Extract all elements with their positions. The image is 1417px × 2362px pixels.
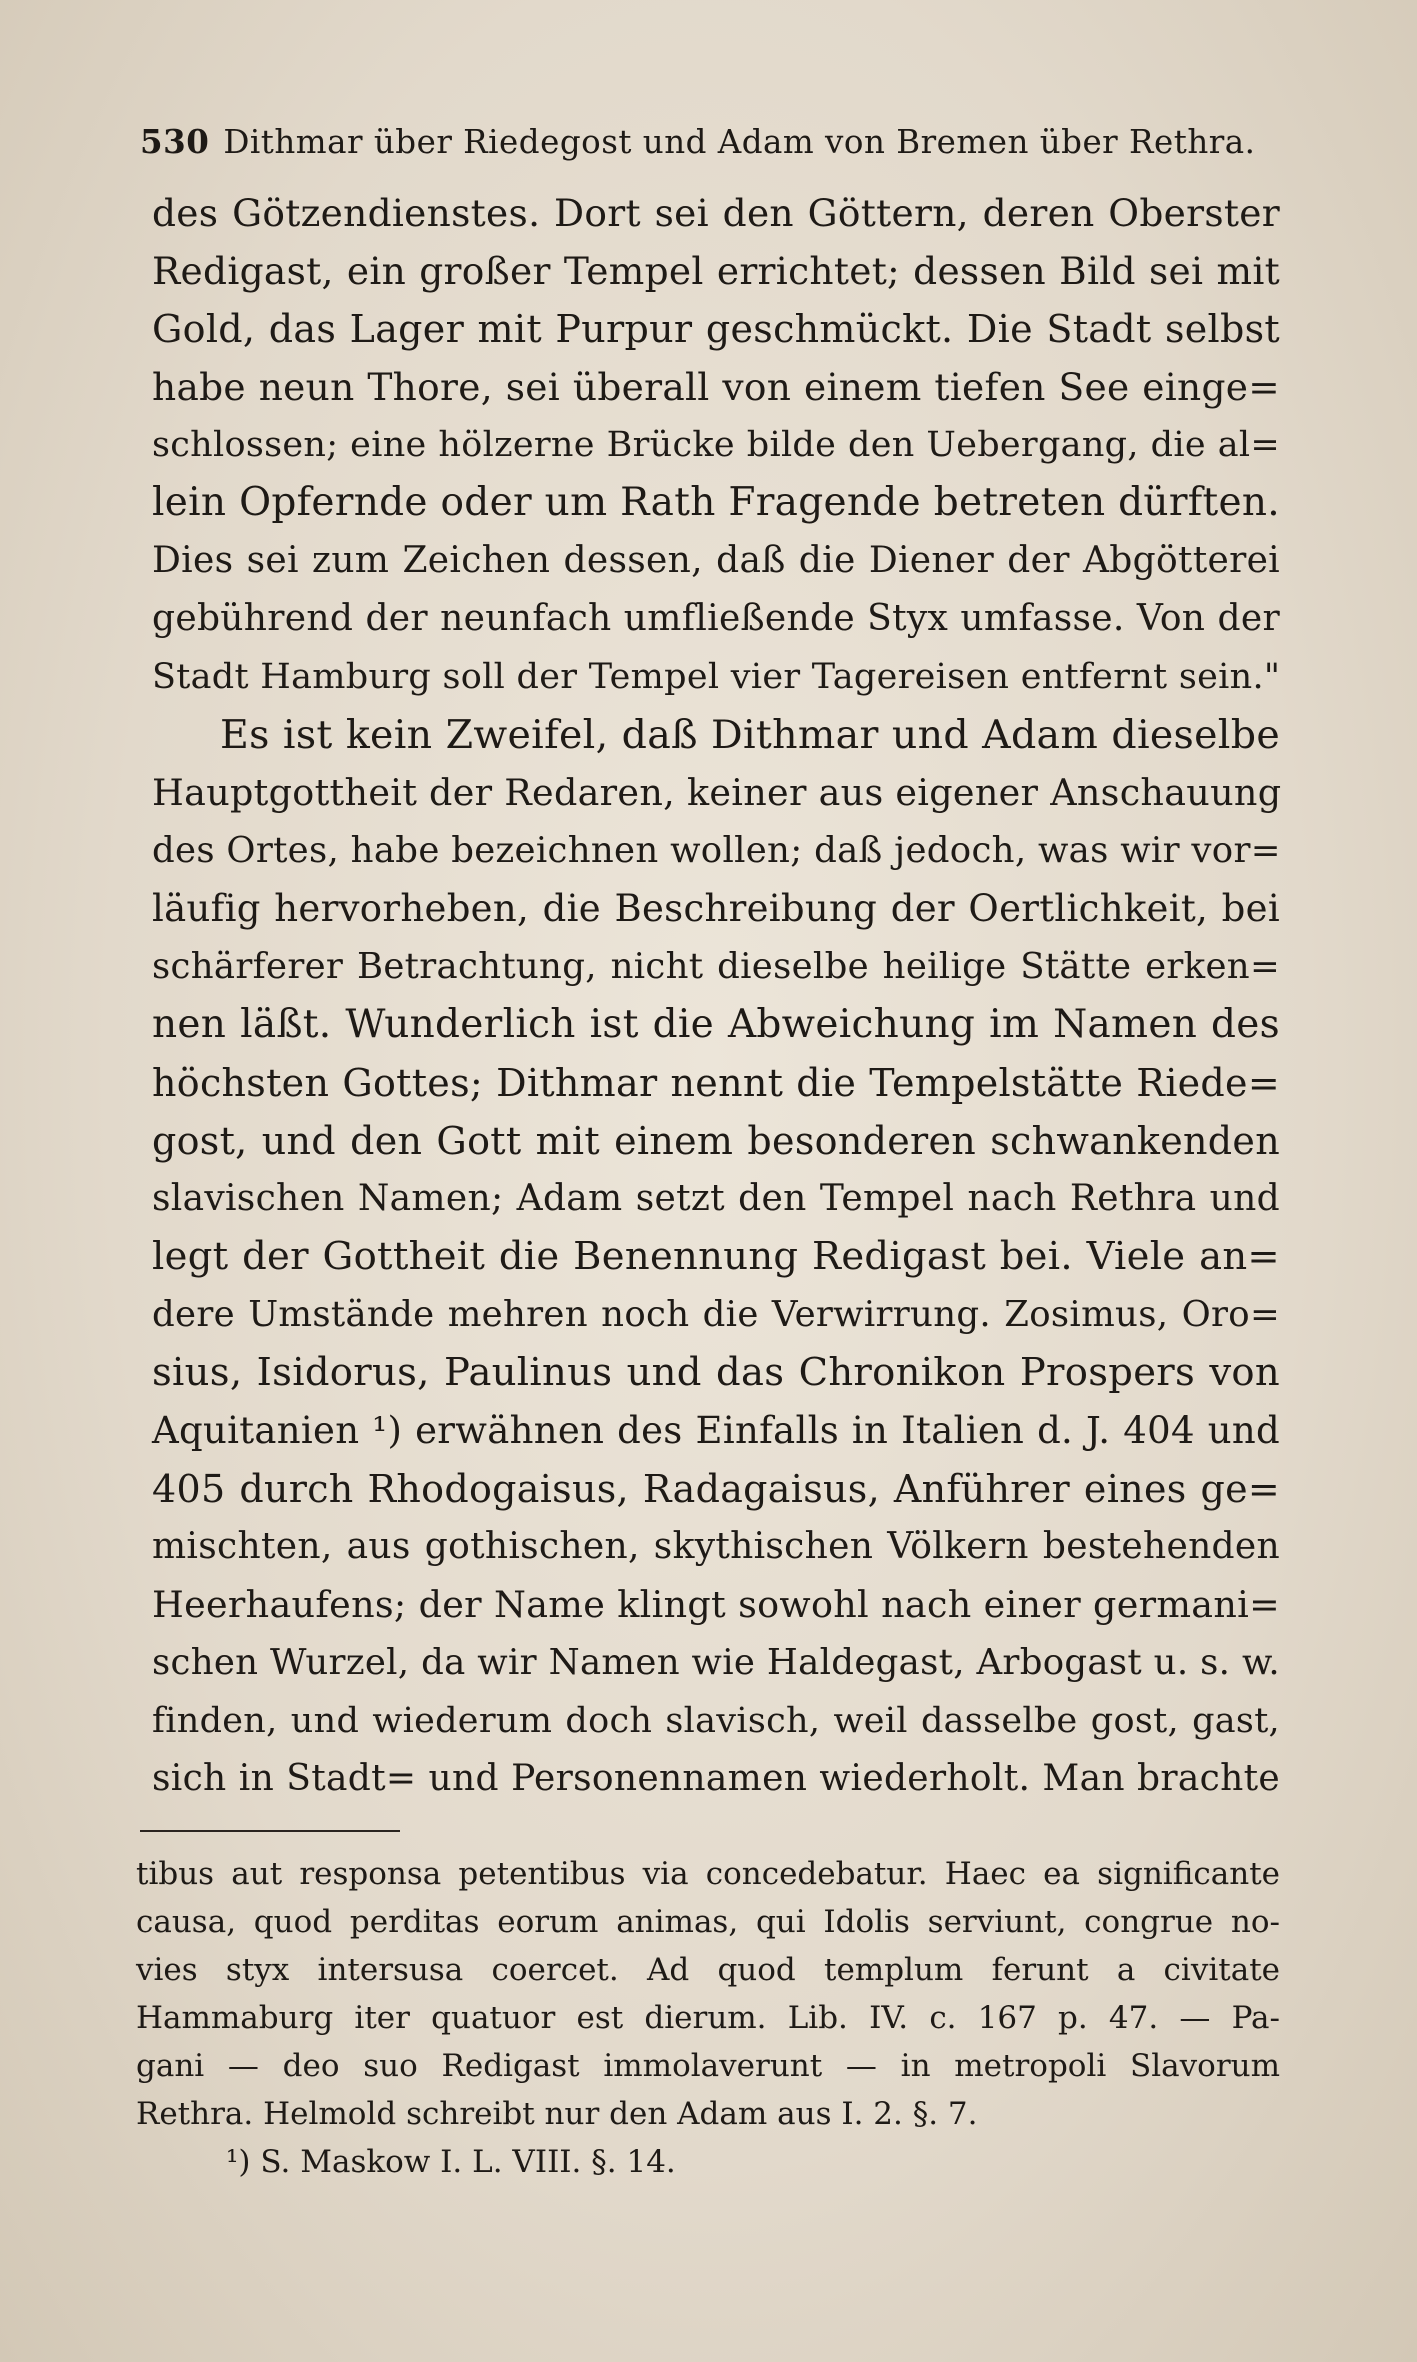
text-line: schärferer Betrachtung, nicht dieselbe heilige Stätte erken= xyxy=(152,946,1280,987)
footnote-line: vies styx intersusa coercet. Ad quod templum ferunt a civitate xyxy=(136,1952,1280,1988)
text-line: schen Wurzel, da wir Namen wie Haldegast, Arbogast u. s. w. xyxy=(152,1642,1280,1683)
text-line: sius, Isidorus, Paulinus und das Chronikon Prospers von xyxy=(152,1350,1280,1395)
text-line: Es ist kein Zweifel, daß Dithmar und Adam dieselbe xyxy=(220,712,1280,758)
text-line: legt der Gottheit die Benennung Redigast bei. Viele an= xyxy=(152,1234,1280,1279)
text-line: dere Umstände mehren noch die Verwirrung. Zosimus, Oro= xyxy=(152,1294,1280,1335)
text-line: schlossen; eine hölzerne Brücke bilde den Uebergang, die al= xyxy=(152,425,1280,465)
text-line: sich in Stadt= und Personennamen wiederholt. Man brachte xyxy=(152,1758,1280,1799)
text-line: mischten, aus gothischen, skythischen Völkern bestehenden xyxy=(152,1526,1280,1567)
text-line: Hauptgottheit der Redaren, keiner aus eigener Anschauung xyxy=(152,771,1282,814)
text-line: Heerhaufens; der Name klingt sowohl nach einer germani= xyxy=(152,1583,1280,1626)
text-line: lein Opfernde oder um Rath Fragende betreten dürften. xyxy=(152,480,1280,525)
text-line: höchsten Gottes; Dithmar nennt die Tempelstätte Riede= xyxy=(152,1061,1280,1105)
text-line: nen läßt. Wunderlich ist die Abweichung im Namen des xyxy=(152,1002,1280,1047)
text-line: des Ortes, habe bezeichnen wollen; daß jedoch, was wir vor= xyxy=(152,830,1281,871)
text-line: habe neun Thore, sei überall von einem tiefen See einge= xyxy=(152,365,1280,409)
main-text xyxy=(152,184,1280,1808)
text-line: Gold, das Lager mit Purpur geschmückt. Die Stadt selbst xyxy=(152,307,1280,351)
text-line: Dies sei zum Zeichen dessen, daß die Diener der Abgötterei xyxy=(152,540,1280,581)
text-line: slavischen Namen; Adam setzt den Tempel nach Rethra und xyxy=(152,1178,1280,1219)
text-line: gebührend der neunfach umfließende Styx umfasse. Von der xyxy=(152,598,1280,639)
running-header xyxy=(140,112,1270,172)
text-line: des Götzendienstes. Dort sei den Göttern, deren Oberster xyxy=(152,191,1280,235)
footnote-line: Rethra. Helmold schreibt nur den Adam aus I. 2. §. 7. xyxy=(136,2096,978,2132)
text-line: Redigast, ein großer Tempel errichtet; dessen Bild sei mit xyxy=(152,249,1280,293)
page-number: 530 xyxy=(140,122,210,161)
footnote-line: causa, quod perditas eorum animas, qui Idolis serviunt, congrue no- xyxy=(136,1904,1280,1940)
footnote-line: tibus aut responsa petentibus via concedebatur. Haec ea significante xyxy=(136,1856,1280,1892)
text-line: Stadt Hamburg soll der Tempel vier Tagereisen entfernt sein." xyxy=(152,657,1281,697)
running-title: Dithmar über Riedegost und Adam von Bremen über Rethra. xyxy=(223,123,1256,161)
text-line: finden, und wiederum doch slavisch, weil dasselbe gost, gast, xyxy=(152,1701,1280,1741)
text-line: läufig hervorheben, die Beschreibung der Oertlichkeit, bei xyxy=(152,887,1280,930)
text-line: 405 durch Rhodogaisus, Radagaisus, Anführer eines ge= xyxy=(152,1467,1280,1511)
text-line: Aquitanien ¹) erwähnen des Einfalls in Italien d. J. 404 und xyxy=(152,1409,1280,1452)
footnotes xyxy=(136,1850,1280,2186)
text-line: gost, und den Gott mit einem besonderen schwankenden xyxy=(152,1119,1280,1163)
footnote-divider xyxy=(140,1830,400,1832)
footnote-line: gani — deo suo Redigast immolaverunt — in metropoli Slavorum xyxy=(136,2048,1280,2084)
footnote-1-reference: ¹) S. Maskow I. L. VIII. §. 14. xyxy=(226,2144,676,2180)
footnote-line: Hammaburg iter quatuor est dierum. Lib. IV. c. 167 p. 47. — Pa- xyxy=(136,2000,1280,2036)
